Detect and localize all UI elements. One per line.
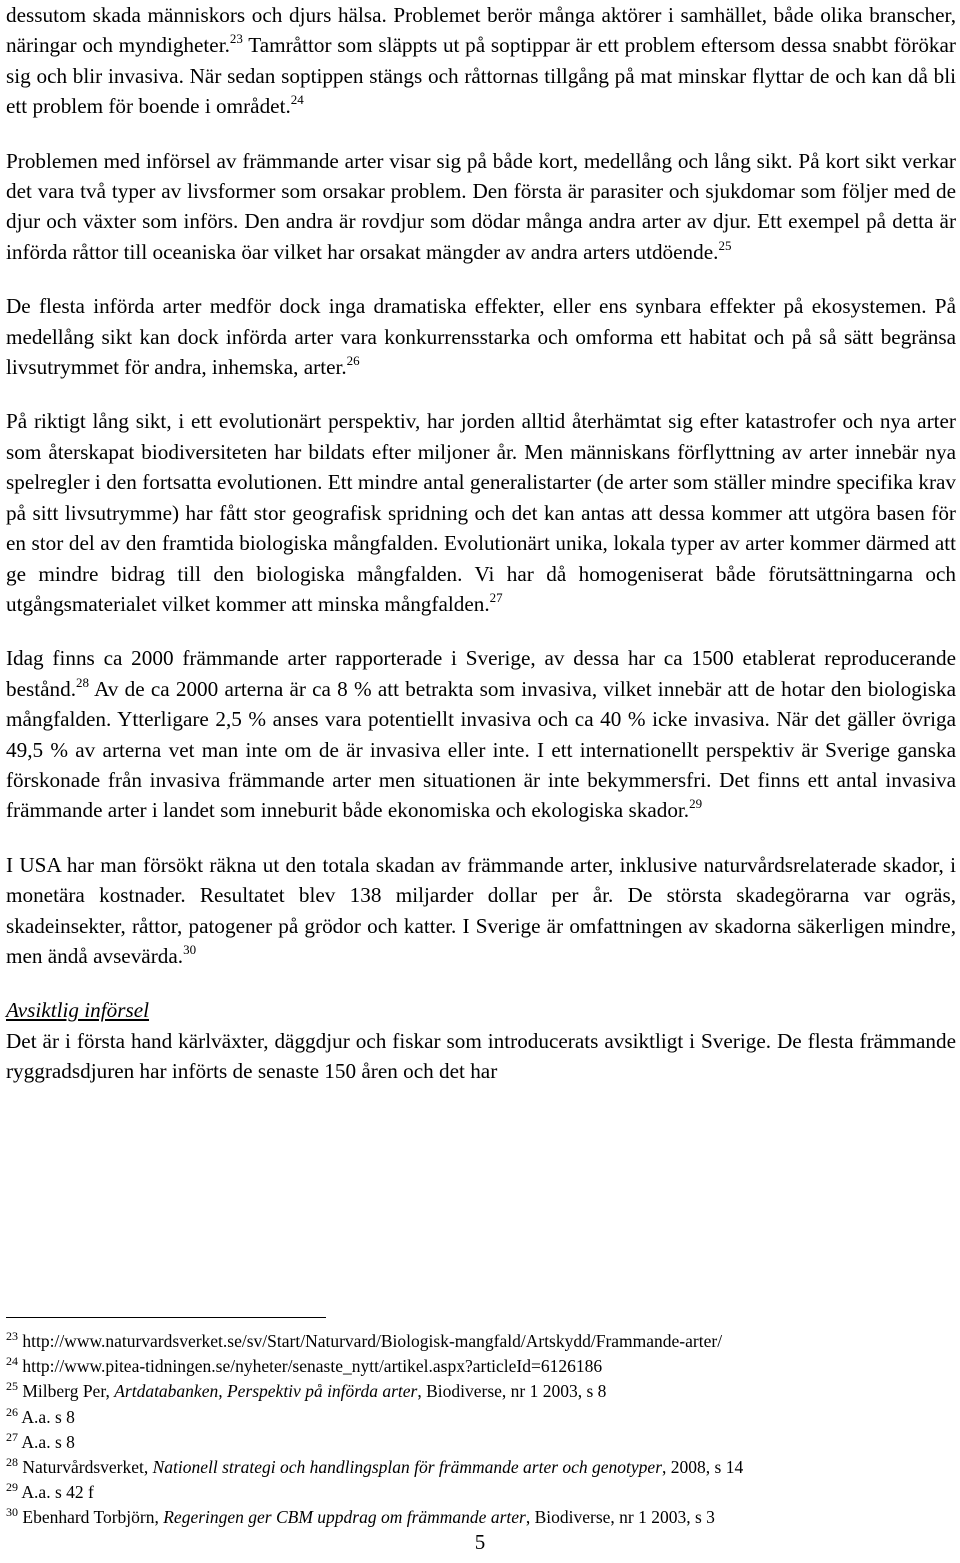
text-run: Av de ca 2000 arterna är ca 8 % att betrakta som invasiva, vilket innebär att de hotar den biologiska mångfalden. Ytterligare 2,5 % anses vara potentiellt invasiva och ca 40 % icke invasiva. När det gäller övriga 49,5 % av arterna vet man inte om de är invasiva eller inte. I ett internationellt perspektiv är Sverige ganska förskonade från invasiva främmande arter men situationen är inte bekymmersfri. Det finns ett antal invasiva främmande arter i landet som inneburit både ekonomiska och ekologiska skador. [6,676,956,823]
footnote-24 [6,1354,956,1379]
text-run: De flesta införda arter medför dock inga dramatiska effekter, eller ens synbara effekter på ekosystemen. På medellång sikt kan dock införda arter vara konkurrensstarka och omforma ett habitat och på så sätt begränsa livsutrymmet för andra, inhemska, arter. [6,294,956,380]
footnote-28 [6,1455,956,1480]
text-run: Tamråttor som släppts ut på soptippar är ett problem eftersom dessa snabbt förökar sig och blir invasiva. När sedan soptippen stängs och råttornas tillgång på mat minskar flyttar de och kan då bli ett problem för boende i området. [6,33,956,119]
footnote-25 [6,1379,956,1404]
text-run: http://www.naturvardsverket.se/sv/Start/Naturvard/Biologisk-mangfald/Artskydd/Frammande-arter/ [18,1331,723,1351]
footnote-number: 27 [6,1429,18,1444]
footnote-ref: 25 [718,237,732,253]
footnote-number: 29 [6,1480,18,1495]
footnote-number: 23 [6,1329,18,1343]
footnote-ref: 23 [229,31,243,47]
footnote-ref: 30 [183,941,197,957]
text-run: http://www.pitea-tidningen.se/nyheter/senaste_nytt/artikel.aspx?articleId=6126186 [18,1356,603,1377]
text-run: A.a. s 42 f [18,1482,94,1503]
page-number: 5 [474,1530,486,1554]
footnote-number: 24 [6,1354,18,1369]
paragraph [6,406,956,619]
text-run: , Biodiverse, nr 1 2003, s 8 [417,1381,607,1402]
text-run: dessutom skada människors och djurs hälsa. Problemet berör många aktörer i samhället, både olika branscher, näringar och myndigheter. [6,3,956,58]
document-body [6,0,956,1087]
text-run: Naturvårdsverket, [18,1457,153,1478]
footnote-ref: 29 [689,796,703,812]
footnote-30 [6,1505,956,1530]
footnote-number: 25 [6,1379,18,1394]
footnote-23 [6,1329,956,1354]
footnote-ref: 24 [290,92,304,108]
footnote-separator [6,1317,326,1318]
section-heading: Avsiktlig införsel [6,998,150,1023]
text-run: Idag finns ca 2000 främmande arter rapporterade i Sverige, av dessa har ca 1500 etablerat reproducerande bestånd. [6,646,956,701]
footnote-ref: 28 [76,674,90,690]
footnote-26 [6,1405,956,1430]
footnote-number: 30 [6,1505,18,1520]
paragraph [6,643,956,825]
footnote-27 [6,1430,956,1455]
footnotes [6,1329,956,1531]
footnote-ref: 26 [346,353,360,369]
paragraph [6,146,956,268]
text-run: A.a. s 8 [18,1406,75,1427]
text-run: På riktigt lång sikt, i ett evolutionärt perspektiv, har jorden alltid återhämtat sig efter katastrofer och nya arter som återskapat biodiversiteten har bildats efter miljoner år. Men människans förflyttning av arter innebär nya spelregler i den fortsatta evolutionen. Ett mindre antal generalistarter (de arter som ställer mindre specifika krav på sitt livsutrymme) har fått stor geografisk spridning och det kan antas att dessa kommer att utgöra basen för en stor del av den framtida biologiska mångfalden. Evolutionärt unika, lokala typer av arter kommer därmed att ge mindre bidrag till den biologiska mångfalden. Vi har då homogeniserat både förutsättningarna och utgångsmaterialet vilket kommer att minska mångfalden. [6,409,956,616]
text-run: A.a. s 8 [18,1431,75,1452]
paragraph [6,1026,956,1087]
paragraph [6,0,956,122]
footnote-ref: 27 [489,589,503,605]
footnote-29 [6,1480,956,1505]
text-run: , 2008, s 14 [662,1457,744,1478]
paragraph [6,850,956,972]
italic-title: Nationell strategi och handlingsplan för främmande arter och genotyper [152,1457,663,1478]
text-run: Ebenhard Torbjörn, [18,1507,164,1528]
text-run: Milberg Per, [18,1381,115,1402]
text-run: I USA har man försökt räkna ut den totala skadan av främmande arter, inklusive naturvårdsrelaterade skador, i monetära kostnader. Resultatet blev 138 miljarder dollar per år. De största skadegörarna var ogräs, skadeinsekter, råttor, patogener på grödor och katter. I Sverige är omfattningen av skadorna säkerligen mindre, men ändå avsevärda. [6,852,956,968]
footnote-number: 26 [6,1404,18,1419]
footnote-number: 28 [6,1455,18,1470]
italic-title: Artdatabanken, Perspektiv på införda arter [114,1381,418,1402]
italic-title: Regeringen ger CBM uppdrag om främmande arter [163,1507,526,1528]
text-run: Det är i första hand kärlväxter, däggdjur och fiskar som introducerats avsiktligt i Sverige. De flesta främmande ryggradsdjuren har införts de senaste 150 åren och det har [6,1028,956,1084]
text-run: , Biodiverse, nr 1 2003, s 3 [525,1507,715,1528]
paragraph [6,291,956,382]
text-run: Problemen med införsel av främmande arter visar sig på både kort, medellång och lång sikt. På kort sikt verkar det vara två typer av livsformer som orsakar problem. Den första är parasiter och sjukdomar som följer med de djur och växter som införs. Den andra är rovdjur som dödar många andra arter av djur. Ett exempel på detta är införda råttor till oceaniska öar vilket har orsakat mängder av andra arters utdöende. [6,148,956,264]
